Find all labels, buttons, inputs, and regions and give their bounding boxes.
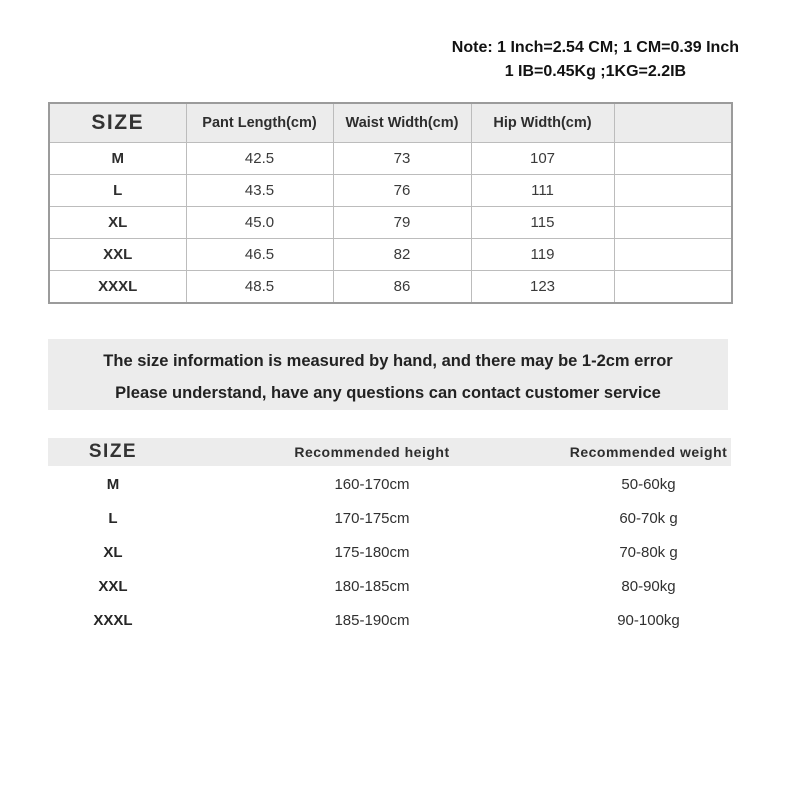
table-row — [49, 143, 732, 175]
header-pant-length: Pant Length(cm) — [186, 103, 333, 143]
measurement-table — [48, 102, 733, 304]
cell-waist-width: 82 — [333, 239, 471, 271]
cell-size: M — [106, 475, 120, 493]
recommendation-table-body — [48, 467, 731, 637]
recommendation-table-header — [48, 438, 731, 466]
table-row — [49, 239, 732, 271]
cell-waist-width: 76 — [333, 175, 471, 207]
empty-cell — [614, 207, 732, 239]
cell-height: 160-170cm — [334, 475, 410, 493]
disclaimer-line1: The size information is measured by hand, and there may be 1-2cm error — [103, 351, 673, 370]
measurement-table-header-row — [49, 103, 732, 143]
cell-weight: 90-100kg — [617, 611, 680, 629]
header-waist-width: Waist Width(cm) — [333, 103, 471, 143]
cell-size: XXL — [49, 239, 186, 271]
conversion-note-line2: 1 IB=0.45Kg ;1KG=2.2IB — [504, 63, 687, 80]
cell-size: L — [49, 175, 186, 207]
empty-cell — [614, 175, 732, 207]
cell-hip-width: 123 — [471, 271, 614, 304]
cell-size: L — [108, 509, 118, 527]
cell-weight: 80-90kg — [621, 577, 676, 595]
conversion-note — [452, 36, 739, 84]
cell-waist-width: 79 — [333, 207, 471, 239]
header-recommended-height: Recommended height — [294, 444, 450, 460]
header-hip-width: Hip Width(cm) — [471, 103, 614, 143]
cell-size: XXXL — [49, 271, 186, 304]
cell-hip-width: 107 — [471, 143, 614, 175]
cell-weight: 70-80k g — [619, 543, 678, 561]
empty-cell — [614, 239, 732, 271]
disclaimer-line2: Please understand, have any questions can contact customer service — [115, 383, 661, 402]
cell-size: XXL — [98, 577, 128, 595]
cell-pant-length: 43.5 — [186, 175, 333, 207]
list-item — [48, 501, 731, 535]
cell-height: 180-185cm — [334, 577, 410, 595]
cell-weight: 50-60kg — [621, 475, 676, 493]
cell-size: XL — [49, 207, 186, 239]
table-row — [49, 175, 732, 207]
cell-hip-width: 115 — [471, 207, 614, 239]
empty-cell — [614, 143, 732, 175]
table-row — [49, 207, 732, 239]
conversion-note-line1: Note: 1 Inch=2.54 CM; 1 CM=0.39 Inch — [451, 39, 739, 56]
cell-waist-width: 73 — [333, 143, 471, 175]
cell-pant-length: 48.5 — [186, 271, 333, 304]
cell-hip-width: 111 — [471, 175, 614, 207]
cell-size: M — [49, 143, 186, 175]
cell-weight: 60-70k g — [619, 509, 678, 527]
cell-height: 170-175cm — [334, 509, 410, 527]
cell-pant-length: 45.0 — [186, 207, 333, 239]
header-size: SIZE — [88, 441, 138, 462]
cell-hip-width: 119 — [471, 239, 614, 271]
header-size: SIZE — [49, 103, 186, 143]
list-item — [48, 569, 731, 603]
list-item — [48, 535, 731, 569]
table-row — [49, 271, 732, 304]
cell-pant-length: 46.5 — [186, 239, 333, 271]
cell-size: XXXL — [93, 611, 133, 629]
list-item — [48, 603, 731, 637]
list-item — [48, 467, 731, 501]
header-recommended-weight: Recommended weight — [569, 444, 728, 460]
cell-waist-width: 86 — [333, 271, 471, 304]
cell-height: 185-190cm — [334, 611, 410, 629]
cell-size: XL — [103, 543, 123, 561]
cell-pant-length: 42.5 — [186, 143, 333, 175]
measurement-disclaimer — [48, 339, 728, 410]
empty-cell — [614, 271, 732, 304]
cell-height: 175-180cm — [334, 543, 410, 561]
header-empty — [614, 103, 732, 143]
